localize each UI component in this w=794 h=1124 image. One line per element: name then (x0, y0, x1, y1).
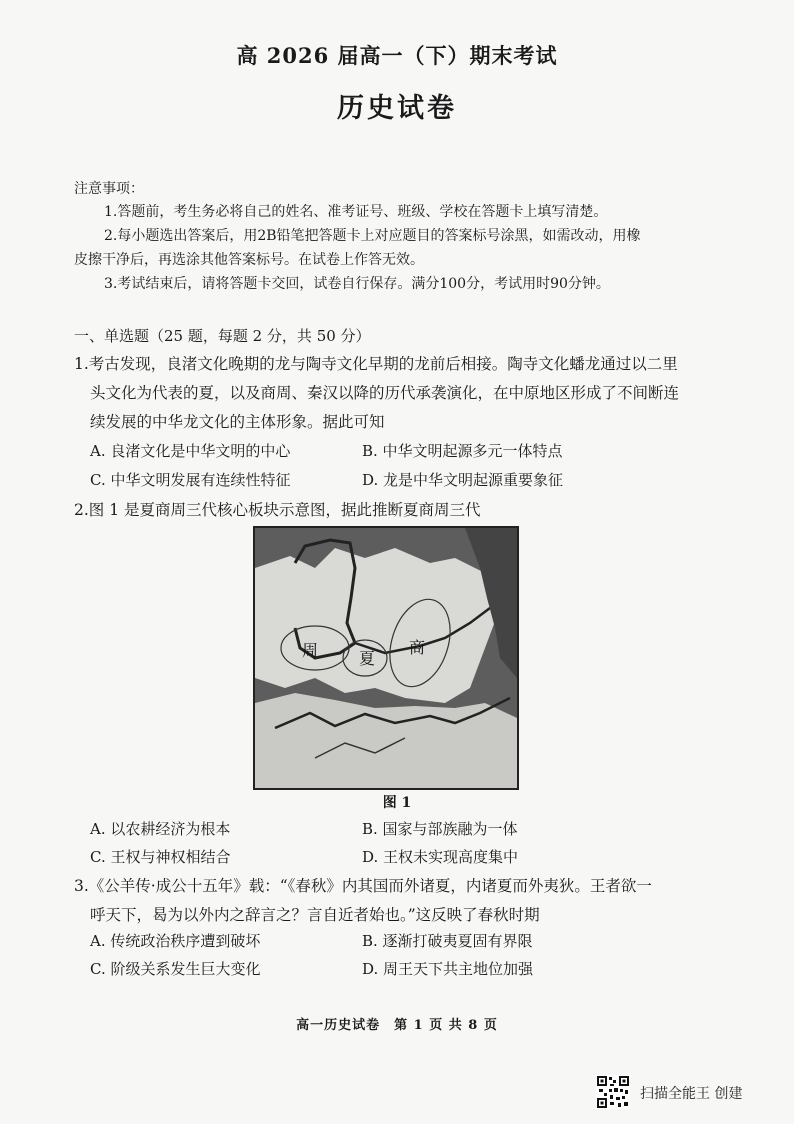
section-title: 一、单选题（25 题，每题 2 分，共 50 分） (74, 327, 371, 345)
question-2-option-c[interactable]: C. 王权与神权相结合 (90, 848, 231, 866)
map-illustration (255, 528, 517, 788)
note-item: 3.考试结束后，请将答题卡交回，试卷自行保存。满分100分，考试用时90分钟。 (104, 276, 610, 292)
question-3-line: 3.《公羊传·成公十五年》载：“《春秋》内其国而外诸夏，内诸夏而外夷狄。王者欲一 (74, 877, 652, 895)
qr-code-icon (596, 1075, 630, 1109)
question-1-line: 1.考古发现，良渚文化晚期的龙与陶寺文化早期的龙前后相接。陶寺文化蟠龙通过以二里 (74, 355, 678, 373)
question-2-line: 2.图 1 是夏商周三代核心板块示意图，据此推断夏商周三代 (74, 501, 481, 519)
question-1-option-b[interactable]: B. 中华文明起源多元一体特点 (362, 442, 563, 460)
question-1-line: 头文化为代表的夏，以及商周、秦汉以降的历代承袭演化，在中原地区形成了不间断连 (90, 384, 680, 402)
question-3-line: 呼天下，曷为以外内之辞言之？言自近者始也。”这反映了春秋时期 (90, 906, 540, 924)
question-3-option-b[interactable]: B. 逐渐打破夷夏固有界限 (362, 932, 533, 950)
map-label-zhou: 周 (301, 641, 319, 660)
map-label-shang: 商 (408, 638, 426, 657)
note-item: 1.答题前，考生务必将自己的姓名、准考证号、班级、学校在答题卡上填写清楚。 (104, 204, 608, 220)
question-1-option-c[interactable]: C. 中华文明发展有连续性特征 (90, 471, 291, 489)
question-2-option-d[interactable]: D. 王权未实现高度集中 (362, 848, 519, 866)
map-label-xia: 夏 (358, 649, 376, 668)
exam-subject: 历史试卷 (337, 93, 457, 124)
figure-1-map (253, 526, 519, 790)
question-1-option-a[interactable]: A. 良渚文化是中华文明的中心 (90, 442, 291, 460)
question-1-option-d[interactable]: D. 龙是中华文明起源重要象征 (362, 471, 564, 489)
note-item: 2.每小题选出答案后，用2B铅笔把答题卡上对应题目的答案标号涂黑，如需改动，用橡 (104, 228, 641, 244)
note-item: 皮擦干净后，再选涂其他答案标号。在试卷上作答无效。 (74, 252, 424, 268)
notes-heading: 注意事项： (74, 181, 144, 197)
scanner-label: 扫描全能王 创建 (640, 1086, 743, 1102)
question-3-option-a[interactable]: A. 传统政治秩序遭到破坏 (90, 932, 261, 950)
question-3-option-c[interactable]: C. 阶级关系发生巨大变化 (90, 960, 261, 978)
question-2-option-b[interactable]: B. 国家与部族融为一体 (362, 820, 518, 838)
question-2-option-a[interactable]: A. 以农耕经济为根本 (90, 820, 231, 838)
page-footer: 高一历史试卷 第 1 页 共 8 页 (296, 1018, 498, 1033)
figure-caption: 图 1 (382, 795, 412, 811)
question-3-option-d[interactable]: D. 周王天下共主地位加强 (362, 960, 534, 978)
exam-title: 高 2026 届高一（下）期末考试 (236, 43, 558, 68)
question-1-line: 续发展的中华龙文化的主体形象。据此可知 (90, 413, 385, 431)
